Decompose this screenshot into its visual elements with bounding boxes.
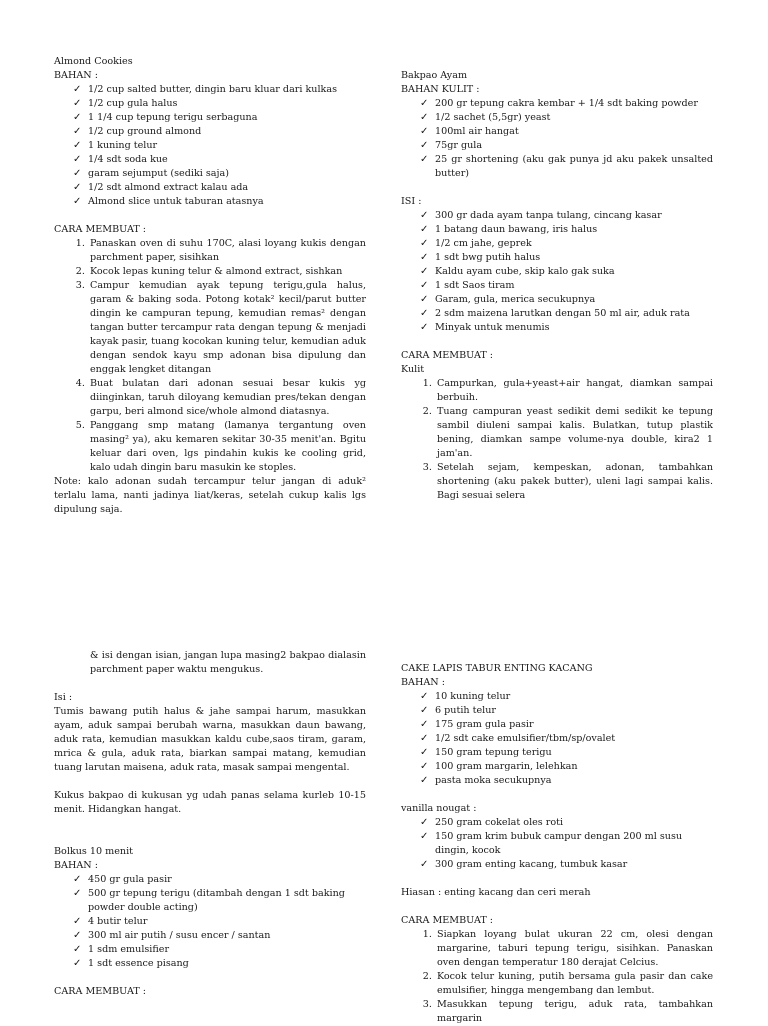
recipe-note: Note: kalo adonan sudah tercampur telur jangan di aduk² terlalu lama, nanti jadinya liat/keras, setelah cukup kalis lgs dipulung saja. [54,476,366,515]
ingredient-item: ✓ 1 sdt essence pisang [88,957,366,971]
step-list [401,928,713,1026]
section-heading-isi: Isi : [54,692,73,703]
recipe-title: Bakpao Ayam [401,70,468,81]
ingredient-item: ✓ pasta moka secukupnya [435,774,713,788]
step-item: 1. Panaskan oven di suhu 170C, alasi loyang kukis dengan parchment paper, sisihkan [88,237,366,265]
section-heading-cara: CARA MEMBUAT : [54,224,147,235]
ingredient-item: ✓ 25 gr shortening (aku gak punya jd aku pakek unsalted butter) [435,153,713,181]
ingredient-item: ✓ 1/2 cm jahe, geprek [435,237,713,251]
almond-cookies-recipe [54,55,366,517]
ingredient-item: ✓ 1 sdt bwg putih halus [435,251,713,265]
ingredient-item: ✓ 1 1/4 cup tepung terigu serbaguna [88,111,366,125]
ingredient-item: ✓ 1/2 cup salted butter, dingin baru kluar dari kulkas [88,83,366,97]
steaming-instructions: Kukus bakpao di kukusan yg udah panas selama kurleb 10-15 menit. Hidangkan hangat. [54,790,366,815]
ingredient-item: ✓ 100ml air hangat [435,125,713,139]
ingredient-item: ✓ 1/2 sachet (5,5gr) yeast [435,111,713,125]
ingredient-item: ✓ 450 gr gula pasir [88,873,366,887]
ingredient-item: ✓ 300 gram enting kacang, tumbuk kasar [435,858,713,872]
ingredient-item: ✓ 1/2 cup ground almond [88,125,366,139]
nougat-list [401,816,713,872]
ingredient-item: ✓ 6 putih telur [435,704,713,718]
section-heading-bahan: BAHAN : [54,70,98,81]
cake-lapis-recipe [401,662,713,1026]
ingredient-item: ✓ 75gr gula [435,139,713,153]
step-item: 3. Masukkan tepung terigu, aduk rata, tambahkan margarin [435,998,713,1026]
ingredient-item: ✓ 1 kuning telur [88,139,366,153]
ingredient-list [54,83,366,209]
ingredient-item: ✓ 150 gram krim bubuk campur dengan 200 ml susu dingin, kocok [435,830,713,858]
ingredient-item: ✓ 1/2 sdt almond extract kalau ada [88,181,366,195]
ingredient-item: ✓ 1 batang daun bawang, iris halus [435,223,713,237]
ingredient-item: ✓ garam sejumput (sediki saja) [88,167,366,181]
section-heading-isi: ISI : [401,196,422,207]
section-heading-cara: CARA MEMBUAT : [401,915,494,926]
ingredient-list [54,873,366,971]
ingredient-item: ✓ 1 sdt Saos tiram [435,279,713,293]
subheading-kulit: Kulit [401,364,425,375]
ingredient-item: ✓ Garam, gula, merica secukupnya [435,293,713,307]
section-heading-cara: CARA MEMBUAT : [401,350,494,361]
ingredient-list [401,97,713,181]
ingredient-list [401,690,713,788]
filling-instructions: Tumis bawang putih halus & jahe sampai harum, masukkan ayam, aduk sampai berubah warna, masukkan daun bawang, aduk rata, kemudian masukkan kaldu cube,saos tiram, garam, mrica & gula, aduk rata, biarkan sampai matang, kemudian tuang larutan maisena, aduk rata, masak sampai mengental. [54,706,366,773]
ingredient-item: ✓ Minyak untuk menumis [435,321,713,335]
ingredient-item: ✓ 175 gram gula pasir [435,718,713,732]
ingredient-item: ✓ 300 ml air putih / susu encer / santan [88,929,366,943]
step-continuation: & isi dengan isian, jangan lupa masing2 bakpao dialasin parchment paper waktu mengukus. [90,650,366,675]
recipe-title: Bolkus 10 menit [54,846,133,857]
ingredient-item: ✓ 100 gram margarin, lelehkan [435,760,713,774]
ingredient-item: ✓ 250 gram cokelat oles roti [435,816,713,830]
step-item: 2. Kocok telur kuning, putih bersama gula pasir dan cake emulsifier, hingga mengembang dan lembut. [435,970,713,998]
ingredient-item: ✓ 150 gram tepung terigu [435,746,713,760]
filling-list [401,209,713,335]
section-heading-cara: CARA MEMBUAT : [54,986,147,997]
ingredient-item: ✓ Almond slice untuk taburan atasnya [88,195,366,209]
step-list [401,377,713,503]
bakpao-continued-and-bolkus [54,649,366,999]
bakpao-ayam-recipe [401,69,713,503]
step-item: 1. Siapkan loyang bulat ukuran 22 cm, olesi dengan margarine, taburi tepung terigu, sisihkan. Panaskan oven dengan temperatur 180 derajat Celcius. [435,928,713,970]
ingredient-item: ✓ 300 gr dada ayam tanpa tulang, cincang kasar [435,209,713,223]
ingredient-item: ✓ 500 gr tepung terigu (ditambah dengan 1 sdt baking powder double acting) [88,887,366,915]
recipe-title: Almond Cookies [54,56,133,67]
step-item: 1. Campurkan, gula+yeast+air hangat, diamkan sampai berbuih. [435,377,713,405]
step-item: 5. Panggang smp matang (lamanya tergantung oven masing² ya), aku kemaren sekitar 30-35 menit'an. Bgitu keluar dari oven, lgs pindahin kukis ke cooling grid, kalo udah dingin baru masukin ke stoples. [88,419,366,475]
step-item: 2. Kocok lepas kuning telur & almond extract, sishkan [88,265,366,279]
ingredient-item: ✓ 10 kuning telur [435,690,713,704]
section-heading-bahan-kulit: BAHAN KULIT : [401,84,480,95]
ingredient-item: ✓ 1 sdm emulsifier [88,943,366,957]
step-list [54,237,366,475]
garnish-line: Hiasan : enting kacang dan ceri merah [401,887,591,898]
ingredient-item: ✓ Kaldu ayam cube, skip kalo gak suka [435,265,713,279]
step-item: 3. Setelah sejam, kempeskan, adonan, tambahkan shortening (aku pakek butter), uleni lagi sampai kalis. Bagi sesuai selera [435,461,713,503]
ingredient-item: ✓ 1/2 cup gula halus [88,97,366,111]
ingredient-item: ✓ 2 sdm maizena larutkan dengan 50 ml air, aduk rata [435,307,713,321]
section-heading-bahan: BAHAN : [401,677,445,688]
section-heading-bahan: BAHAN : [54,860,98,871]
recipe-title: CAKE LAPIS TABUR ENTING KACANG [401,663,593,674]
ingredient-item: ✓ 200 gr tepung cakra kembar + 1/4 sdt baking powder [435,97,713,111]
ingredient-item: ✓ 1/4 sdt soda kue [88,153,366,167]
section-heading-nougat: vanilla nougat : [401,803,477,814]
step-item: 4. Buat bulatan dari adonan sesuai besar kukis yg diinginkan, taruh diloyang kemudian pres/tekan dengan garpu, beri almond sice/whole almond diatasnya. [88,377,366,419]
step-item: 2. Tuang campuran yeast sedikit demi sedikit ke tepung sambil diuleni sampai kalis. Bulatkan, tutup plastik bening, diamkan sampe volume-nya double, kira2 1 jam'an. [435,405,713,461]
ingredient-item: ✓ 1/2 sdt cake emulsifier/tbm/sp/ovalet [435,732,713,746]
ingredient-item: ✓ 4 butir telur [88,915,366,929]
step-item: 3. Campur kemudian ayak tepung terigu,gula halus, garam & baking soda. Potong kotak² kecil/parut butter dingin ke campuran tepung, kemudian remas² dengan tangan butter tercampur rata dengan tepung & menjadi kayak pasir, tuang kocokan kuning telur, kemudian aduk dengan sendok kayu smp adonan bisa dipulung dan enggak lengket ditangan [88,279,366,377]
